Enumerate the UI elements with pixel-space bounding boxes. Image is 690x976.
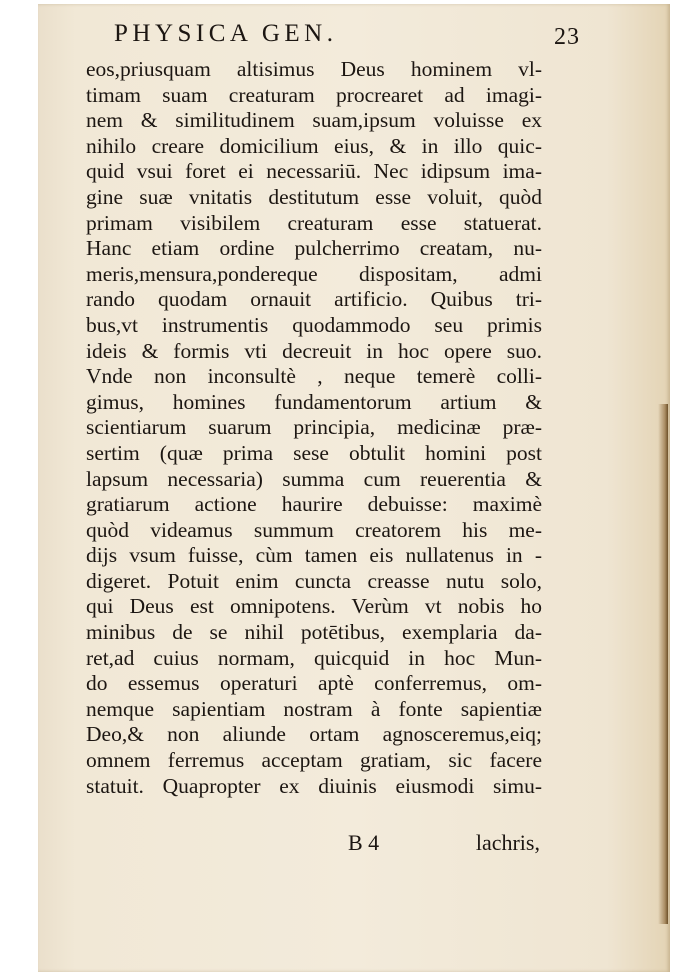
text-line: Hanc etiam ordine pulcherrimo creatam, nu- [86,236,542,261]
text-line: timam suam creaturam procrearet ad imagi- [86,82,542,107]
text-line: ideis & formis vti decreuit in hoc opere suo. [86,338,542,363]
running-head: PHYSICA GEN. [114,20,338,47]
page-edge-shadow [658,404,668,924]
text-line: primam visibilem creaturam esse statuerat. [86,210,542,235]
text-line: meris,mensura,pondereque dispositam, admi [86,261,542,286]
text-line: nem & similitudinem suam,ipsum voluisse ex [86,108,542,133]
text-line: gimus, homines fundamentorum artium & [86,389,542,414]
text-line: lapsum necessaria) summa cum reuerentia & [86,466,542,491]
text-line: minibus de se nihil potētibus, exemplaria da- [86,620,542,645]
text-line: gine suæ vnitatis destitutum esse voluit, quòd [86,184,542,209]
text-line: statuit. Quapropter ex diuinis eiusmodi simu- [86,773,542,798]
page-footer [86,830,542,858]
text-line: do essemus operaturi aptè conferremus, om- [86,671,542,696]
text-line: qui Deus est omnipotens. Verùm vt nobis ho [86,594,542,619]
text-line: omnem ferremus acceptam gratiam, sic facere [86,748,542,773]
catchword: lachris, [475,830,540,855]
page-header [114,20,580,54]
text-line: eos,priusquam altisimus Deus hominem vl- [86,57,542,81]
text-line: dijs vsum fuisse, cùm tamen eis nullatenus in - [86,543,542,568]
text-line: digeret. Potuit enim cuncta creasse nutu solo, [86,568,542,593]
text-line: Vnde non inconsultè , neque temerè colli- [86,364,542,389]
text-line: ret,ad cuius normam, quicquid in hoc Mun- [86,645,542,670]
page-number: 23 [554,24,580,50]
signature-mark: B 4 [348,830,380,855]
text-line: nihilo creare domicilium eius, & in illo quic- [86,133,542,158]
text-line: nemque sapientiam nostram à fonte sapientiæ [86,696,542,721]
text-line: quòd videamus summum creatorem his me- [86,517,542,542]
body-text [86,57,542,799]
text-line: scientiarum suarum principia, medicinæ præ- [86,415,542,440]
text-line: sertim (quæ prima sese obtulit homini post [86,440,542,465]
text-line: rando quodam ornauit artificio. Quibus tri- [86,287,542,312]
text-line: gratiarum actione haurire debuisse: maximè [86,492,542,517]
text-line: quid vsui foret ei necessariū. Nec idipsum ima- [86,159,542,184]
text-line: bus,vt instrumentis quodammodo seu primis [86,312,542,337]
text-line: Deo,& non aliunde ortam agnosceremus,eiq; [86,722,542,747]
